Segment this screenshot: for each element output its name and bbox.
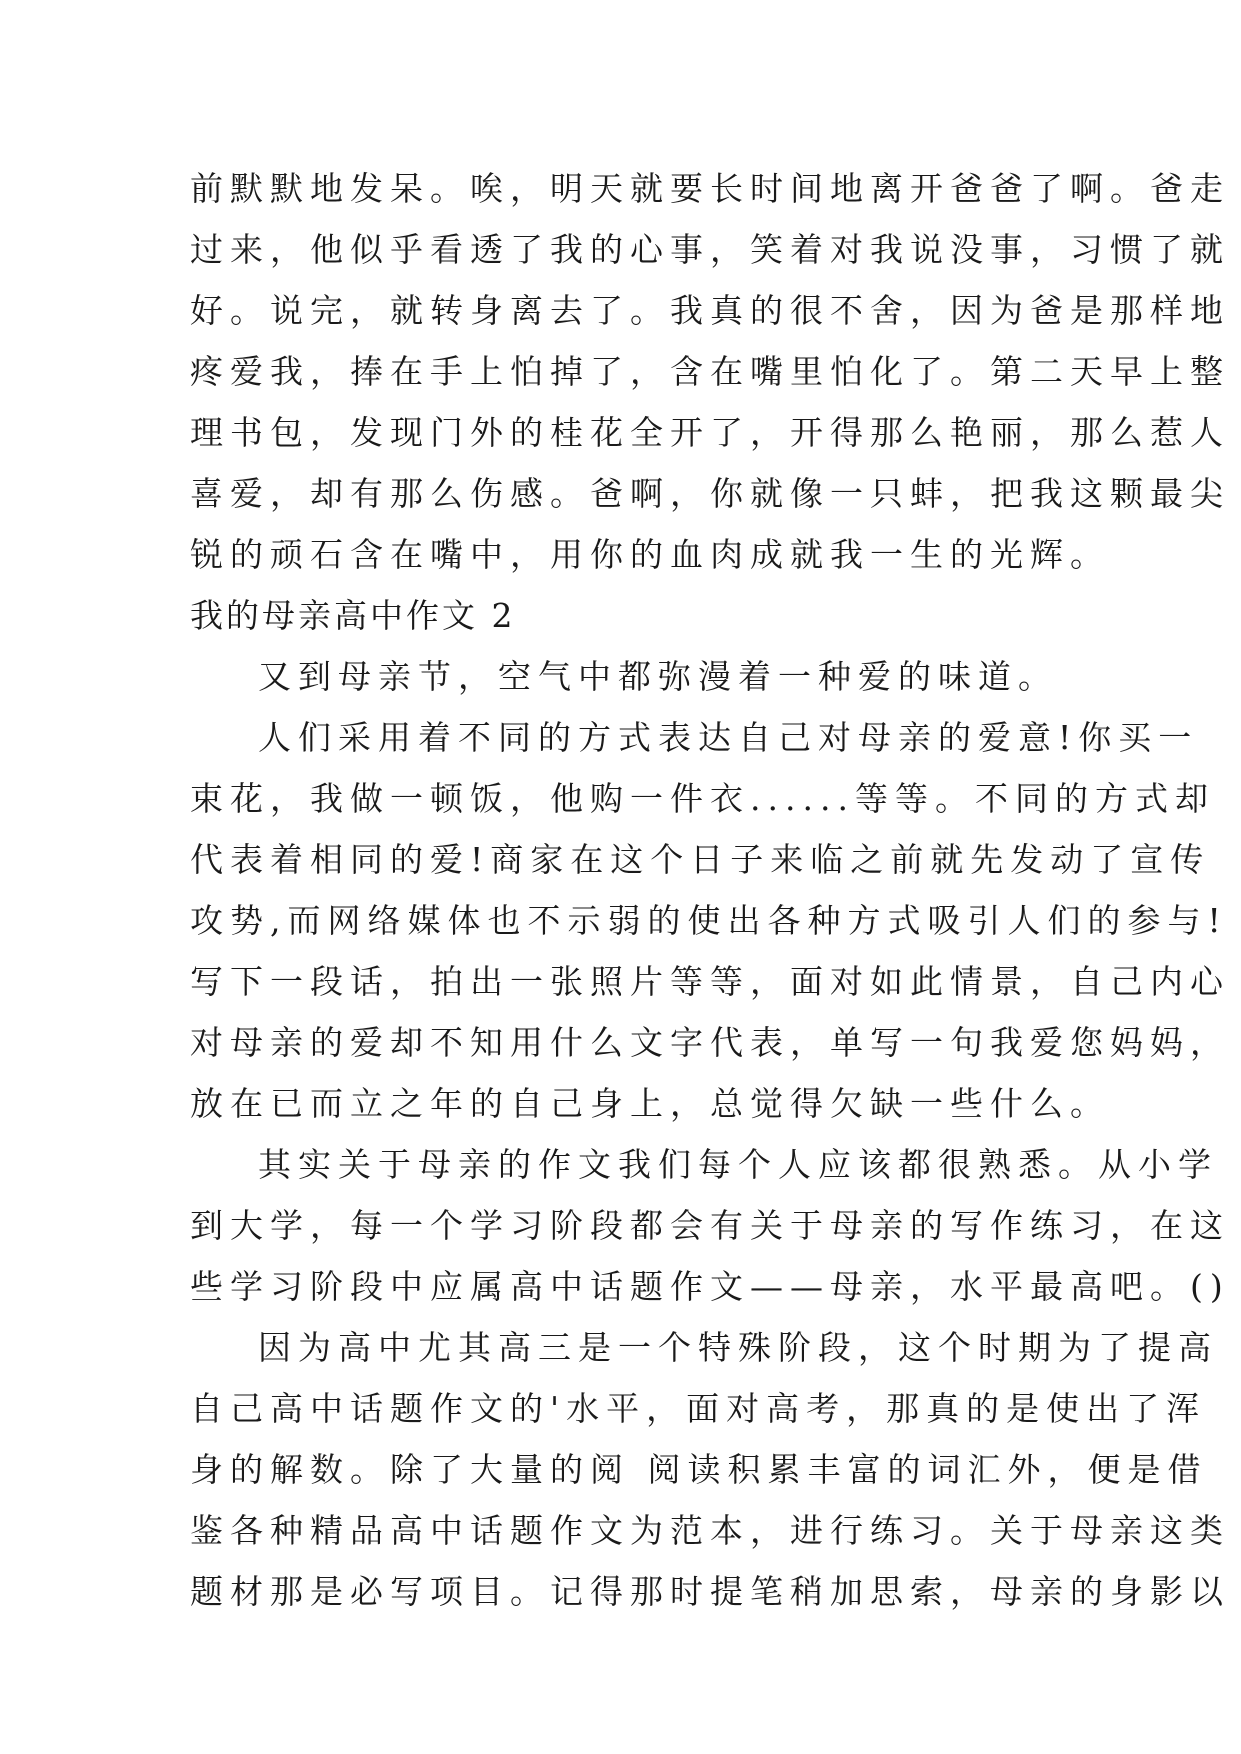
text-line: 代表着相同的爱!商家在这个日子来临之前就先发动了宣传: [190, 840, 1211, 879]
text-line: 到大学，每一个学习阶段都会有关于母亲的写作练习，在这: [190, 1206, 1230, 1245]
text-line: 放在已而立之年的自己身上，总觉得欠缺一些什么。: [190, 1084, 1110, 1123]
text-line: 自己高中话题作文的'水平，面对高考，那真的是使出了浑: [190, 1389, 1207, 1428]
text-line: 人们采用着不同的方式表达自己对母亲的爱意!你买一: [258, 718, 1199, 757]
text-line: 过来，他似乎看透了我的心事，笑着对我说没事，习惯了就: [190, 230, 1230, 269]
text-line: 束花，我做一顿饭，他购一件衣......等等。不同的方式却: [190, 779, 1215, 818]
text-line: 锐的顽石含在嘴中，用你的血肉成就我一生的光辉。: [190, 535, 1110, 574]
text-line: 攻势,而网络媒体也不示弱的使出各种方式吸引人们的参与!: [190, 901, 1228, 940]
text-line: 好。说完，就转身离去了。我真的很不舍，因为爸是那样地: [190, 291, 1230, 330]
section-heading: 我的母亲高中作文 2: [190, 596, 516, 635]
document-body: [190, 158, 1230, 1622]
text-line: 题材那是必写项目。记得那时提笔稍加思索，母亲的身影以: [190, 1572, 1230, 1611]
text-line: 其实关于母亲的作文我们每个人应该都很熟悉。从小学: [258, 1145, 1218, 1184]
text-line: 理书包，发现门外的桂花全开了，开得那么艳丽，那么惹人: [190, 413, 1230, 452]
text-line: 写下一段话，拍出一张照片等等，面对如此情景，自己内心: [190, 962, 1230, 1001]
text-line: 身的解数。除了大量的阅 阅读积累丰富的词汇外，便是借: [190, 1450, 1208, 1489]
text-line: 喜爱，却有那么伤感。爸啊，你就像一只蚌，把我这颗最尖: [190, 474, 1230, 513]
text-line: 鉴各种精品高中话题作文为范本，进行练习。关于母亲这类: [190, 1511, 1230, 1550]
text-line: 又到母亲节，空气中都弥漫着一种爱的味道。: [258, 657, 1058, 696]
text-line: 些学习阶段中应属高中话题作文——母亲，水平最高吧。(): [190, 1267, 1230, 1306]
text-line: 对母亲的爱却不知用什么文字代表，单写一句我爱您妈妈，: [190, 1023, 1230, 1062]
text-line: 疼爱我，捧在手上怕掉了，含在嘴里怕化了。第二天早上整: [190, 352, 1230, 391]
text-line: 前默默地发呆。唉，明天就要长时间地离开爸爸了啊。爸走: [190, 169, 1230, 208]
text-line: 因为高中尤其高三是一个特殊阶段，这个时期为了提高: [258, 1328, 1218, 1367]
